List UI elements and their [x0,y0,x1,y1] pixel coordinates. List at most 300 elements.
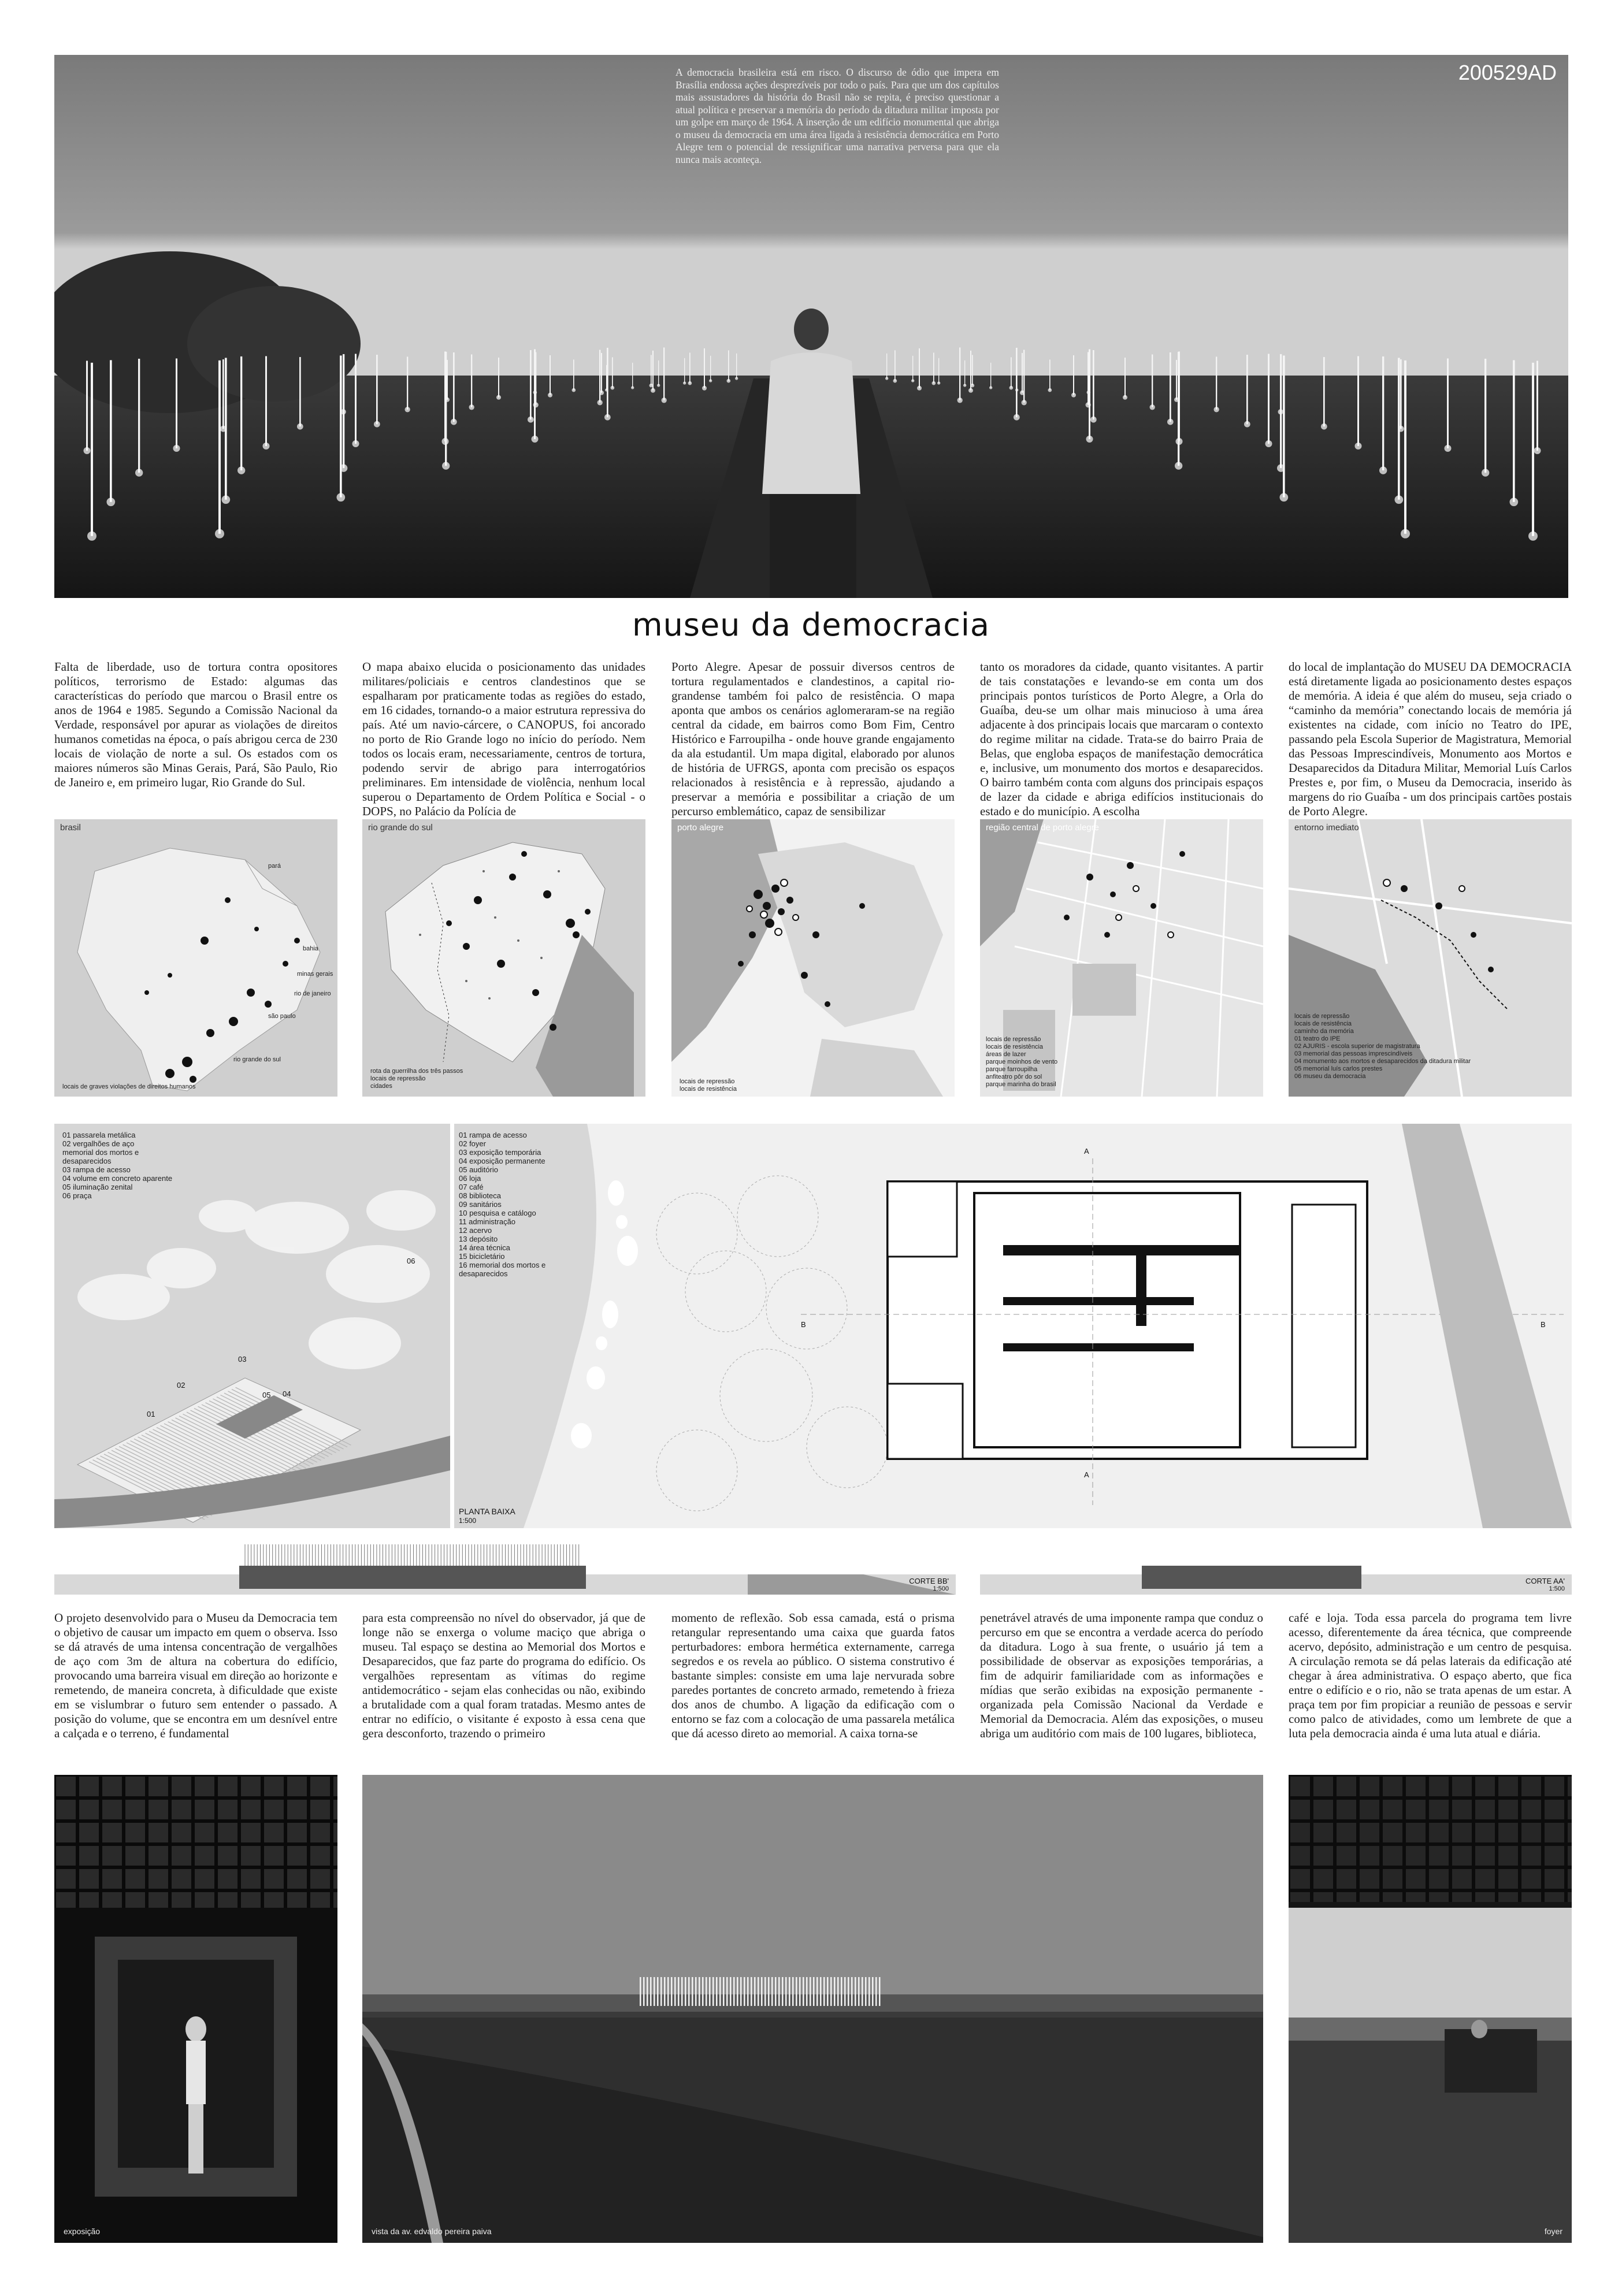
light-pole [498,358,499,397]
vista-rebar [879,1977,881,2006]
map-rs-legend [370,1068,463,1090]
plan-scale: 1:500 [459,1517,477,1525]
axon-num-01: 01 [147,1410,155,1418]
map-central-legend-item: anfiteatro pôr do sol [986,1073,1042,1080]
pole-glow [107,497,116,506]
light-pole [1087,352,1089,404]
pole-glow [932,381,936,385]
vista-rebar [726,1977,728,2006]
light-pole [652,351,654,391]
bottom-text-col-4: penetrável através de uma imponente rampa que conduz o percurso em que se encontra a verdade acerca do período da ditadura. Logo à sua frente, o usuário já tem a possibilidade de observar as exposições temporárias, a fim de adquirir familiaridade com as informações e mídias que serão exibidas na exposição permanente - organizada pela Comissão Nacional da Verdade e Memorial da Democracia. Além das exposições, o museu abriga um auditório com mais de 100 lugares, biblioteca, [980,1611,1263,1740]
photo-foyer-graphic [1289,1775,1572,2243]
light-pole [530,350,532,419]
light-pole [573,359,574,390]
vista-rebar [747,1977,749,2006]
light-pole [1382,356,1384,470]
light-pole [1357,356,1359,446]
pole-glow [727,379,731,383]
map-brasil-note-1: pará [268,863,281,870]
vista-rebar [702,1977,704,2006]
light-pole [1532,363,1534,536]
map-regiao-central [980,819,1263,1097]
vista-rebar [796,1977,797,2006]
section-bb-title: CORTE BB' [909,1577,949,1585]
light-pole [1447,358,1449,448]
axon-num-02: 02 [177,1381,185,1390]
pole-glow [1482,469,1489,477]
pole-glow [611,386,615,390]
axon-num-03: 03 [238,1355,247,1364]
vista-rebar [834,1977,836,2006]
vista-rebar [733,1977,735,2006]
vista-rebar [782,1977,784,2006]
top-text-col-3: Porto Alegre. Apesar de possuir diversos centros de tortura regulamentados e clandestinos, a capital rio-grandense também foi palco de resistência. O mapa aponta que ambos os cenários aglomeraram-se na região central da cidade, em bairros como Bom Fim, Centro Histórico e Farroupilha - onde houve grande engajamento da ala estudantil. Um mapa digital, elaborado por alunos de história de UFRGS, aponta com precisão os espaços relacionados à resistência e à repressão, ajudando a preservar a memória e possibilitar a criação de um percurso emblemático, capaz de sensibilizar [671,660,955,818]
pole-glow [1321,423,1327,430]
light-pole [225,358,227,499]
light-pole [728,350,729,381]
pole-glow [1379,467,1387,474]
pole-glow [405,407,410,412]
map-porto-alegre [671,819,955,1097]
vista-rebar [654,1977,655,2006]
axon-legend-item: 06 praça [62,1191,92,1200]
vista-rebar [865,1977,867,2006]
plan-legend-item: 06 loja [459,1174,481,1183]
vista-rebar [792,1977,794,2006]
vista-rebar [862,1977,863,2006]
vista-rebar [868,1977,870,2006]
plan-legend-item: 16 memorial dos mortos e desaparecidos [459,1261,546,1278]
light-pole [938,358,939,383]
top-text-col-2: O mapa abaixo elucida o posicionamento das unidades militares/policiais e centros clandestinos que se espalharam por praticamente todas as regiões do estado, em 16 cidades, tornando-o a maior estrutura repressiva do país. Até um navio-cárcere, o CANOPUS, foi ancorado no porto de Rio Grande logo no início do período. Nem todos os locais eram, necessariamente, centros de tortura, podendo servir de abrigo para interrogatórios preliminares. Em intensidade de violência, nenhum local superou o Departamento de Ordem Política e Social - o DOPS, no Palácio da Polícia de [362,660,645,818]
map-brasil-note-2: bahia [303,945,318,952]
map-entorno-legend-item: 01 teatro do IPE [1294,1035,1341,1042]
pole-glow [1265,440,1272,447]
pole-glow [963,384,966,387]
light-pole [964,361,965,385]
pole-glow [297,423,303,430]
vista-rebar [640,1977,641,2006]
pole-glow [662,397,667,403]
pole-glow [1022,400,1027,405]
pole-glow [496,395,501,400]
map-rs-legend-item: cidades [370,1083,392,1090]
pole-glow [173,445,180,452]
light-pole [240,356,242,470]
vista-rebar [768,1977,770,2006]
light-pole [601,353,602,393]
pole-glow [968,388,973,393]
pole-glow [1048,388,1052,392]
vista-rebar [740,1977,742,2006]
map-brasil-label: brasil [60,823,81,833]
vista-rebar [837,1977,839,2006]
pole-glow [1167,419,1174,425]
vista-rebar [775,1977,777,2006]
plan-legend-item: 04 exposição permanente [459,1157,545,1165]
photo-foyer [1289,1775,1572,2243]
vista-rebar [778,1977,780,2006]
axon-legend [62,1131,172,1200]
pole-glow [989,386,992,389]
page-title: museu da democracia [632,607,990,643]
map-central-legend-item: parque moinhos de vento [986,1058,1058,1065]
map-entorno-legend-item: 05 memorial luís carlos prestes [1294,1065,1383,1072]
plan-mark-a-bottom: A [1084,1470,1089,1479]
vista-rebar [751,1977,752,2006]
light-pole [1176,360,1177,400]
light-pole [1404,361,1406,534]
map-brasil-note-6: rio grande do sul [233,1056,281,1063]
plan-legend-item: 01 rampa de acesso [459,1131,527,1139]
bottom-text-col-3: momento de reflexão. Sob essa camada, está o prisma retangular representando uma caixa que guarda fatos perturbadores: embora hermética externamente, carrega segredos e os revela ao público. O sistema construtivo é bastante simples: consiste em uma laje nervurada sobre paredes portantes de concreto armado, remetendo à frieza dos anos de chumbo. A ligação da edificação com o entorno se faz com a colocação de uma passarela metálica que dá acesso direto ao memorial. A caixa torna-se [671,1611,955,1740]
vista-rebar [695,1977,697,2006]
pole-glow [1528,532,1538,541]
vista-rebar [657,1977,659,2006]
light-pole [299,357,301,426]
map-poa-legend [680,1078,737,1093]
vista-rebar [664,1977,666,2006]
top-text-col-4: tanto os moradores da cidade, quanto visitantes. A partir de tais constatações e levando-se em conta um dos principais pontos turísticos de Porto Alegre, a Orla do Guaíba, deu-se um olhar mais minucioso à uma área adjacente à dos principais locais que marcaram o contexto do regime militar na cidade. Trata-se do bairro Praia de Belas, que engloba espaços de manifestação democrática e, inclusive, um monumento dos mortos e desaparecidos. O bairro também conta com alguns dos principais espaços de lazer da cidade e abriga edifícios institucionais do estado e do município. A escolha [980,660,1263,818]
map-rs-graphic [362,819,645,1097]
light-pole [912,356,913,381]
map-entorno-legend-item: 03 memorial das pessoas imprescindíveis [1294,1050,1413,1057]
map-central-legend-item: locais de repressão [986,1036,1041,1043]
pole-glow [1445,445,1452,452]
light-pole [1073,355,1074,395]
light-pole [1011,357,1012,388]
light-pole [607,348,608,417]
pole-glow [1510,497,1519,506]
pole-glow [604,414,611,421]
vista-rebar [764,1977,766,2006]
plan-legend-item: 10 pesquisa e catálogo [459,1209,536,1217]
light-pole [86,361,88,451]
vista-rebar [719,1977,721,2006]
pole-glow [84,447,91,454]
light-pole [886,354,887,378]
vista-rebar [848,1977,849,2006]
pole-glow [657,384,660,387]
map-poa-label: porto alegre [677,823,724,833]
vista-rebar [841,1977,842,2006]
map-brasil [54,819,337,1097]
light-pole [663,347,665,400]
pole-glow [651,388,655,393]
vista-rebar [758,1977,759,2006]
pole-glow [352,440,359,447]
map-rs-legend-item: rota da guerrilha dos três passos [370,1068,463,1075]
vista-rebar [806,1977,808,2006]
axon-num-06: 06 [407,1257,415,1265]
vista-rebar [803,1977,804,2006]
map-entorno-label: entorno imediato [1294,823,1359,833]
pole-glow [263,443,270,449]
light-pole [91,363,93,536]
light-pole [1513,360,1515,501]
light-pole [176,358,177,448]
vista-rebar [875,1977,877,2006]
vista-rebar [830,1977,832,2006]
plan-legend-item: 12 acervo [459,1226,492,1235]
light-pole [1152,354,1153,407]
plan-mark-b-right: B [1541,1320,1546,1329]
plan-legend-item: 05 auditório [459,1165,498,1174]
light-pole [1268,354,1270,444]
light-pole [919,348,920,388]
pole-glow [1244,421,1250,428]
light-pole [1323,357,1325,426]
pole-glow [451,419,457,425]
pole-glow [532,436,539,443]
vista-rebar [647,1977,648,2006]
pole-glow [1280,493,1289,501]
pole-glow [1214,407,1219,412]
pole-glow [222,495,231,504]
light-pole [658,361,659,385]
map-central-legend-item: parque farroupilha [986,1066,1038,1073]
section-aa-title: CORTE AA' [1526,1577,1565,1585]
light-pole [471,354,472,407]
light-pole [445,352,447,466]
plan-mark-a-top: A [1084,1147,1089,1156]
map-central-legend [986,1036,1057,1088]
hero-render [54,55,1568,598]
map-central-label: região central de porto alegre [986,823,1099,833]
light-pole [1484,359,1486,473]
map-entorno-legend-item: 02 AJURIS - escola superior de magistratura [1294,1043,1420,1050]
light-pole [959,347,960,400]
map-entorno-legend-item: locais de repressão [1294,1013,1350,1020]
axon-legend-item: 01 passarela metálica [62,1131,136,1139]
light-pole [218,361,221,534]
vista-rebar [789,1977,790,2006]
light-pole [1178,352,1179,466]
vista-rebar [799,1977,801,2006]
light-pole [970,351,971,391]
map-poa-graphic [671,819,955,1097]
vista-rebar [744,1977,745,2006]
vista-rebar [692,1977,693,2006]
plan-legend-item: 03 exposição temporária [459,1148,541,1157]
pole-glow [885,377,888,380]
light-pole [1398,358,1400,499]
project-code: 200529AD [1458,61,1557,84]
map-brasil-graphic [54,819,337,1097]
pole-glow [597,400,603,405]
vista-rebar [685,1977,686,2006]
axon-num-05: 05 [262,1391,271,1399]
map-entorno-legend-item: caminho da memória [1294,1028,1354,1035]
light-pole [340,355,342,497]
light-pole [534,349,536,439]
pole-glow [533,402,539,407]
vista-rebar [844,1977,846,2006]
map-entorno-legend-item: locais de resistência [1294,1020,1352,1027]
vista-rebar [737,1977,738,2006]
plan-legend-item: 15 bicicletário [459,1252,505,1261]
pole-glow [572,388,576,392]
vista-rebar [660,1977,662,2006]
vista-rebar [851,1977,853,2006]
axon-legend-item: 03 rampa de acesso [62,1165,131,1174]
section-aa-scale: 1:500 [1549,1585,1565,1592]
photo-vista-avenida [362,1775,1263,2243]
map-central-legend-item: parque marinha do brasil [986,1081,1056,1088]
vista-rebar [816,1977,818,2006]
bottom-text-col-1: O projeto desenvolvido para o Museu da Democracia tem o objetivo de causar um impacto em quem o observa. Isso se dá através de uma intensa concentração de vergalhões de aço com 3m de altura na cobertura do edifício, provocando uma barreira visual em direção ao horizonte e remetendo, de maneira concreta, à dificuldade que existe em se vislumbrar o futuro sem entender o passado. A posição do volume, que se encontra em um desnível entre a calçada e o terreno, é fundamental [54,1611,337,1740]
vista-rebar [723,1977,725,2006]
pole-glow [735,377,738,380]
axonometric-panel [54,1124,450,1528]
pole-glow [1071,393,1076,397]
map-entorno-legend-item: 06 museu da democracia [1294,1073,1366,1080]
photo-exposicao [54,1775,337,2243]
plan-title: PLANTA BAIXA [459,1507,515,1516]
light-pole [1124,358,1126,397]
map-poa-legend-item: locais de resistência [680,1086,737,1093]
map-rs-legend-item: locais de repressão [370,1075,426,1082]
pole-glow [469,404,474,410]
vista-rebar [823,1977,825,2006]
vista-rebar [872,1977,874,2006]
plan-legend-item: 14 área técnica [459,1243,510,1252]
vista-rebar [761,1977,763,2006]
vista-rebar [674,1977,676,2006]
light-pole [110,360,112,501]
plan-legend-item: 11 administração [459,1217,516,1226]
light-pole [990,363,991,388]
light-pole [1170,352,1171,422]
light-pole [684,358,685,383]
bottom-text-col-5: café e loja. Toda essa parcela do programa tem livre acesso, diferentemente da área técnica, que compreende acervo, depósito, administração e um centro de pesquisa. A circulação remota se dá pelas laterais da edificação até chegar à área administrativa. O espaço aberto, que fica entre o edifício e o rio, não se trata apenas de um estar. A praça tem por fim propiciar a reunião de pessoas e servir como palco de atividades, como um lembrete de que a luta pela democracia ainda é uma luta atual e diária. [1289,1611,1572,1740]
photo-vista-graphic [362,1775,1263,2243]
top-text-col-5: do local de implantação do MUSEU DA DEMOCRACIA está diretamente ligada ao posicionamento destes espaços de memória. A ideia é que além do museu, seja criado o “caminho da memória” conectando locais de memória já existentes na cidade, com início no Teatro do IPE, passando pela Escola Superior de Magistratura, Memorial das Pessoas Imprescindíveis, Monumento aos Mortos e Desaparecidos da Ditadura Militar, Memorial Luís Carlos Prestes e, por fim, o Museu da Democracia, inserido às margens do rio Guaíba - um dos principais cartões postais de Porto Alegre. [1289,660,1572,818]
vista-rebar [858,1977,860,2006]
photo-exposicao-graphic [54,1775,337,2243]
vista-rebar [712,1977,714,2006]
light-pole [1400,359,1402,429]
pole-glow [1150,404,1155,410]
light-pole [1536,361,1538,451]
vista-rebar [699,1977,700,2006]
light-pole [1246,355,1248,424]
light-pole [599,350,600,402]
plan-legend-item: 07 café [459,1183,484,1191]
light-pole [1283,355,1285,497]
vista-rebar [709,1977,711,2006]
vista-rebar [730,1977,732,2006]
light-pole [343,354,344,468]
pole-glow [442,462,450,470]
pole-glow [1009,386,1014,390]
light-pole [972,355,973,385]
pole-glow [1534,447,1541,454]
plan-mark-b-left: B [801,1320,806,1329]
vista-rebar [667,1977,669,2006]
axon-legend-item: 05 iluminação zenital [62,1183,133,1191]
section-aa-panel [980,1540,1572,1595]
map-rio-grande-do-sul [362,819,645,1097]
pole-glow [374,421,380,428]
pole-glow [1401,529,1410,538]
light-pole [550,355,551,395]
light-pole [710,356,711,381]
light-pole [1016,348,1018,417]
map-poa-legend-item: locais de repressão [680,1078,735,1085]
light-pole [1280,354,1282,468]
vista-rebar [813,1977,815,2006]
pole-glow [683,381,686,384]
light-pole [1023,350,1025,402]
light-pole [894,350,896,381]
section-bb-scale: 1:500 [933,1585,949,1592]
plan-legend-item: 02 foyer [459,1139,486,1148]
map-entorno-legend [1294,1013,1471,1080]
pole-glow [1355,443,1362,449]
vista-rebar [754,1977,756,2006]
pole-glow [911,379,914,382]
light-pole [376,355,378,424]
light-pole [704,348,705,388]
light-pole [453,352,455,422]
light-pole [1216,356,1217,409]
map-central-legend-item: áreas de lazer [986,1051,1026,1058]
light-pole [612,357,613,388]
light-pole [222,359,224,429]
light-pole [265,356,267,446]
map-brasil-legend: locais de graves violações de direitos humanos [62,1083,196,1090]
light-pole [138,359,140,473]
pole-glow [528,417,534,423]
light-pole [355,354,357,444]
pole-glow [1014,414,1020,421]
pole-glow [1175,462,1182,470]
pole-glow [917,386,922,391]
vista-rebar [643,1977,645,2006]
map-brasil-note-4: rio de janeiro [294,990,331,997]
top-text-col-1: Falta de liberdade, uso de tortura contra opositores políticos, terrorismo de Estado: algumas das características do período que marcou o Brasil entre os anos de 1964 e 1985. Segundo a Comissão Nacional da Verdade, responsável por apurar as violações de direitos humanos cometidas na época, o país abrigou cerca de 230 locais de violação de norte a sul. Os estados com os maiores números são Minas Gerais, Pará, São Paulo, Rio de Janeiro e, em primeiro lugar, Rio Grande do Sul. [54,660,337,789]
plan-legend [459,1131,574,1278]
pole-glow [709,379,712,382]
map-central-legend-item: locais de resistência [986,1043,1044,1050]
section-bb-graphic [54,1540,956,1595]
pole-glow [1123,395,1127,400]
map-brasil-note-3: minas gerais [297,971,333,978]
vista-rebar [706,1977,707,2006]
vista-rebar [678,1977,680,2006]
caption-vista: vista da av. edvaldo pereira paiva [372,2227,492,2236]
axon-legend-item: 02 vergalhões de aço memorial dos mortos e desaparecidos [62,1139,139,1165]
vista-rebar [771,1977,773,2006]
plan-legend-item: 13 depósito [459,1235,498,1243]
plan-legend-item: 09 sanitários [459,1200,502,1209]
floor-plan-graphic [454,1124,1572,1528]
light-pole [407,356,408,409]
vista-rebar [810,1977,811,2006]
light-pole [1089,349,1090,439]
pole-glow [937,381,940,384]
vista-rebar [855,1977,856,2006]
light-pole [1022,353,1023,393]
pole-glow [893,379,897,383]
map-entorno-legend-item: 04 monumento aos mortos e desaparecidos da ditadura militar [1294,1058,1471,1065]
hero-intro-text: A democracia brasileira está em risco. O discurso de ódio que impera em Brasília endossa ações desprezíveis por todo o país. Para que um dos capítulos mais assustadores da história do Brasil não se repita, é preciso questionar a atual política e preservar a memória do período da ditadura militar imposta por um golpe em março de 1964. A inserção de um edifício monumental que abriga o museu da democracia em uma área ligada à resistência democrática em Porto Alegre tem o potencial de ressignificar uma narrativa perversa para que ela nunca mais aconteça. [675,66,999,165]
vista-rebar [688,1977,690,2006]
vista-rebar [785,1977,787,2006]
vista-rebar [827,1977,829,2006]
map-brasil-note-5: são paulo [268,1013,296,1020]
